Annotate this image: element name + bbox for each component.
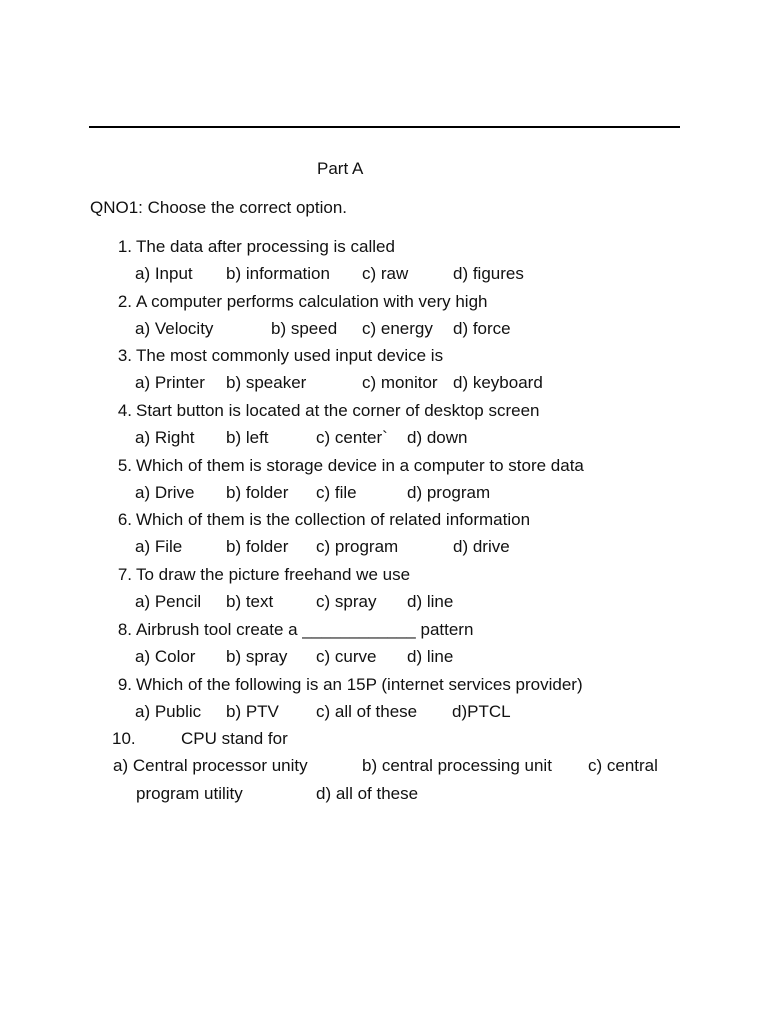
- option-a: a) Drive: [135, 482, 195, 502]
- option-c: c) spray: [316, 592, 377, 612]
- option-a: a) Pencil: [135, 592, 202, 612]
- question-list: [0, 233, 768, 815]
- question-number: 2.: [117, 291, 132, 311]
- option-a: a) Public: [135, 701, 202, 721]
- question-number: 5.: [117, 455, 132, 475]
- option-b: b) information: [226, 264, 330, 283]
- option-d: d) down: [407, 428, 468, 448]
- option-a: a) Printer: [135, 373, 205, 393]
- question-text: CPU stand for: [181, 729, 288, 749]
- option-b: b) PTV: [226, 701, 279, 721]
- question-text: To draw the picture freehand we use: [136, 565, 411, 585]
- option-d: d) program: [407, 482, 491, 502]
- question-3: [0, 342, 768, 397]
- option-c: c) raw: [362, 264, 409, 283]
- question-instruction: QNO1: Choose the correct option.: [90, 198, 348, 217]
- question-8: [0, 616, 768, 671]
- option-c: c) program: [316, 537, 399, 557]
- section-heading: Part A: [317, 159, 364, 178]
- option-a: a) Input: [135, 264, 193, 283]
- option-b: b) central processing unit: [362, 756, 552, 776]
- option-d: d) figures: [453, 264, 524, 283]
- question-number: 3.: [117, 346, 132, 366]
- question-number: 8.: [117, 619, 132, 639]
- question-number: 1.: [117, 237, 132, 256]
- question-text: Start button is located at the corner of desktop screen: [136, 401, 540, 421]
- question-text: Which of them is storage device in a computer to store data: [136, 455, 584, 475]
- question-9: [0, 671, 768, 726]
- option-b: b) folder: [226, 537, 289, 557]
- option-b: b) speed: [271, 318, 338, 338]
- top-rule: [89, 126, 680, 128]
- option-b: b) text: [226, 592, 274, 612]
- option-a: a) Velocity: [135, 318, 214, 338]
- question-number: 4.: [117, 401, 132, 421]
- option-a: a) Right: [135, 428, 195, 448]
- question-text: A computer performs calculation with very high: [136, 291, 488, 311]
- option-b: b) left: [226, 428, 269, 448]
- option-d: d) line: [407, 646, 454, 666]
- question-number: 9.: [117, 674, 132, 694]
- option-c: c) center`: [316, 428, 388, 448]
- question-4: [0, 397, 768, 452]
- option-d: d) line: [407, 592, 454, 612]
- question-text: The data after processing is called: [136, 237, 395, 256]
- option-b: b) speaker: [226, 373, 307, 393]
- option-d: d) all of these: [316, 784, 419, 804]
- question-6: [0, 506, 768, 561]
- option-c: c) monitor: [362, 373, 438, 393]
- option-c: c) curve: [316, 646, 377, 666]
- question-2: [0, 288, 768, 343]
- option-c-continued: program utility: [136, 784, 243, 804]
- question-text: The most commonly used input device is: [136, 346, 444, 366]
- question-10: [0, 725, 768, 815]
- question-text: Airbrush tool create a ____________ pattern: [136, 619, 474, 639]
- question-number: 10.: [112, 729, 136, 749]
- option-d: d)PTCL: [452, 701, 511, 721]
- question-1: [0, 233, 768, 288]
- option-a: a) Color: [135, 646, 196, 666]
- option-d: d) keyboard: [453, 373, 543, 393]
- question-number: 7.: [117, 565, 132, 585]
- option-b: b) folder: [226, 482, 289, 502]
- option-b: b) spray: [226, 646, 288, 666]
- option-c: c) energy: [362, 318, 433, 338]
- option-c: c) central: [588, 756, 658, 776]
- question-text: Which of them is the collection of related information: [136, 510, 531, 530]
- option-c: c) all of these: [316, 701, 418, 721]
- question-text: Which of the following is an 15P (internet services provider): [136, 674, 583, 694]
- option-d: d) force: [453, 318, 511, 338]
- option-a: a) Central processor unity: [113, 756, 308, 776]
- option-c: c) file: [316, 482, 357, 502]
- question-5: [0, 452, 768, 507]
- option-a: a) File: [135, 537, 183, 557]
- question-number: 6.: [117, 510, 132, 530]
- question-7: [0, 561, 768, 616]
- option-d: d) drive: [453, 537, 510, 557]
